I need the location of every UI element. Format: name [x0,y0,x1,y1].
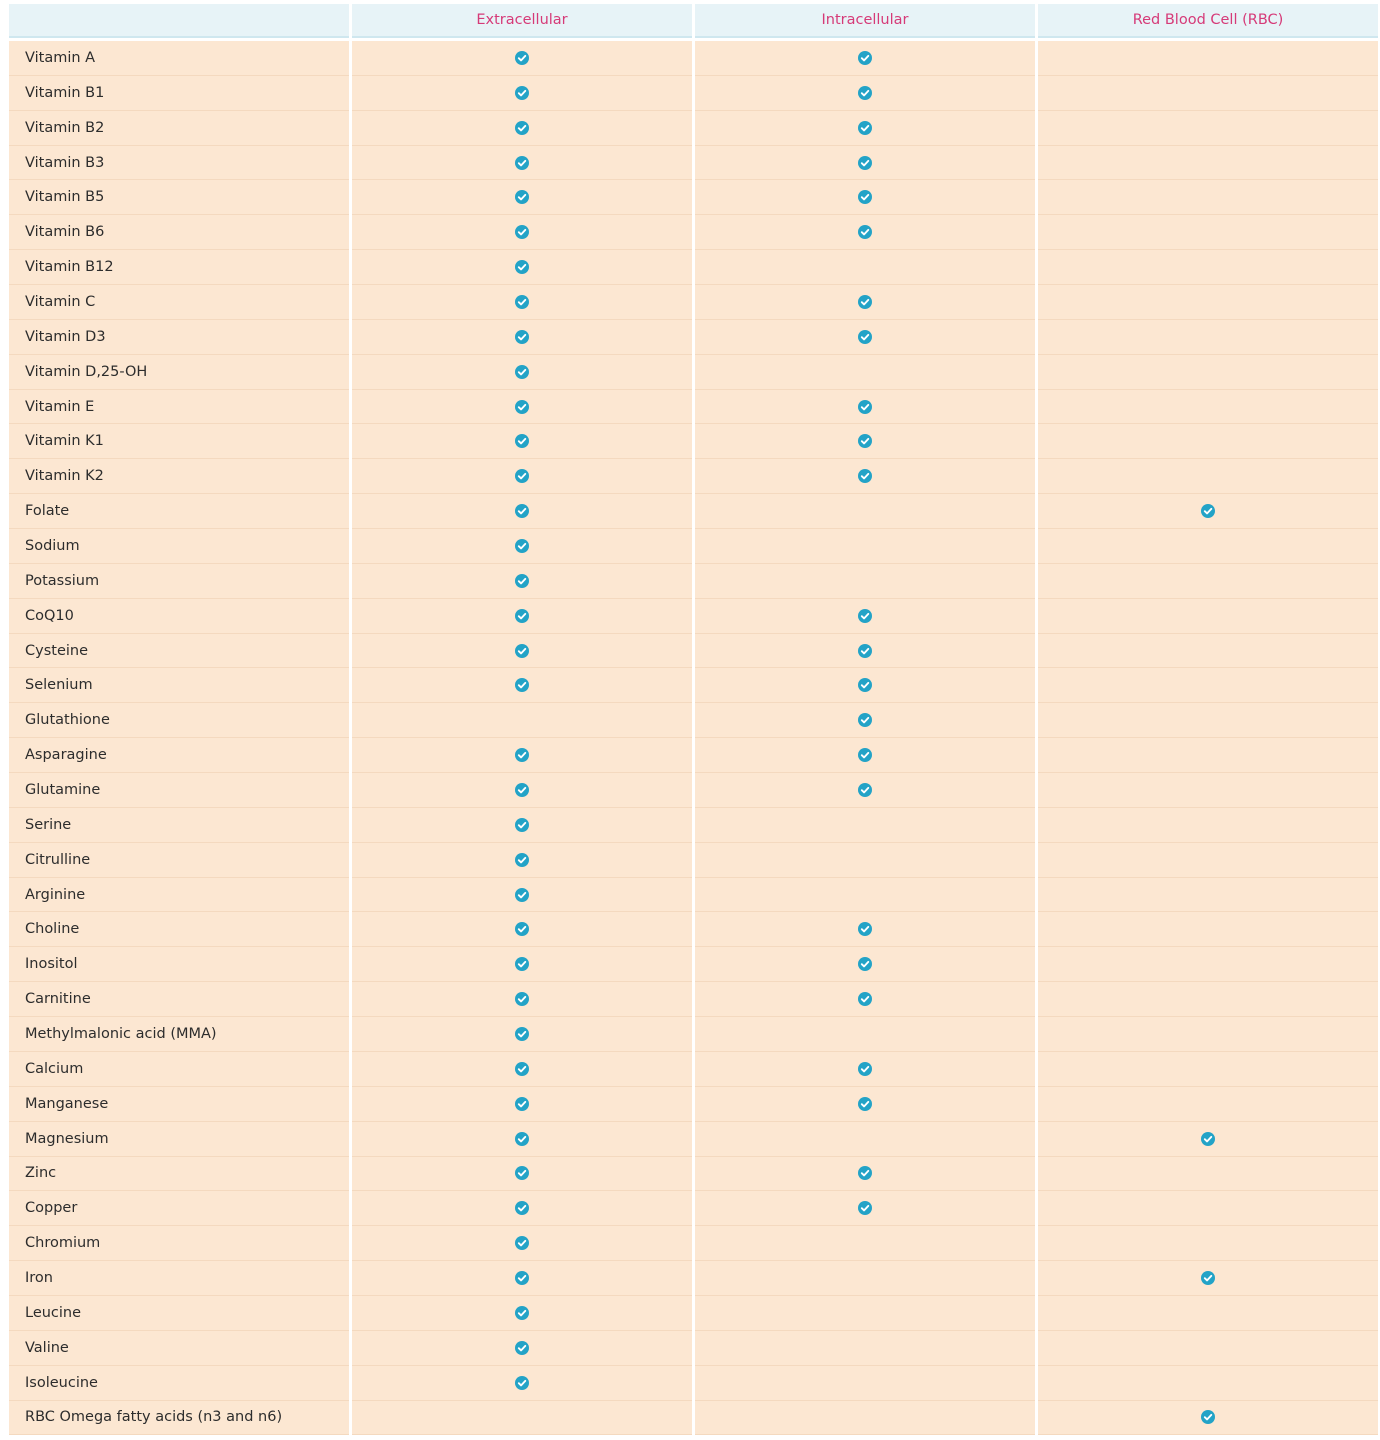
rbc-cell [1038,215,1378,250]
extracellular-cell [352,843,692,878]
check-circle-icon [515,1341,529,1355]
intracellular-cell [695,285,1035,320]
table-row [9,773,1378,808]
check-circle-icon [515,1201,529,1215]
check-circle-icon [858,783,872,797]
table-row [9,878,1378,913]
nutrient-name: Vitamin K2 [9,459,349,494]
rbc-cell [1038,494,1378,529]
table-row [9,529,1378,564]
check-circle-icon [858,51,872,65]
table-row [9,494,1378,529]
rbc-cell [1038,180,1378,215]
intracellular-cell [695,146,1035,181]
check-circle-icon [1201,1410,1215,1424]
check-circle-icon [515,156,529,170]
extracellular-cell [352,773,692,808]
nutrient-name: Vitamin B3 [9,146,349,181]
rbc-cell [1038,424,1378,459]
table-row [9,111,1378,146]
check-circle-icon [515,1236,529,1250]
nutrient-name: Folate [9,494,349,529]
check-circle-icon [515,1097,529,1111]
nutrient-name: Vitamin C [9,285,349,320]
intracellular-cell [695,494,1035,529]
check-circle-icon [515,365,529,379]
check-circle-icon [858,156,872,170]
table-row [9,180,1378,215]
extracellular-cell [352,808,692,843]
check-circle-icon [858,1201,872,1215]
intracellular-cell [695,355,1035,390]
rbc-cell [1038,634,1378,669]
nutrient-name: Glutamine [9,773,349,808]
extracellular-cell [352,1366,692,1401]
rbc-cell [1038,599,1378,634]
nutrient-name: Inositol [9,947,349,982]
rbc-cell [1038,982,1378,1017]
nutrient-name: Citrulline [9,843,349,878]
extracellular-cell [352,738,692,773]
rbc-cell [1038,738,1378,773]
check-circle-icon [858,469,872,483]
nutrient-name: Methylmalonic acid (MMA) [9,1017,349,1052]
rbc-cell [1038,912,1378,947]
rbc-cell [1038,529,1378,564]
check-circle-icon [858,1097,872,1111]
check-circle-icon [515,1306,529,1320]
check-circle-icon [1201,504,1215,518]
check-circle-icon [515,609,529,623]
nutrient-name: Vitamin E [9,390,349,425]
rbc-cell [1038,1226,1378,1261]
table-row [9,1157,1378,1192]
table-row [9,843,1378,878]
rbc-cell [1038,843,1378,878]
check-circle-icon [515,1132,529,1146]
check-circle-icon [515,121,529,135]
extracellular-cell [352,146,692,181]
check-circle-icon [858,644,872,658]
nutrient-name: Calcium [9,1052,349,1087]
table-row [9,1087,1378,1122]
check-circle-icon [515,1166,529,1180]
extracellular-cell [352,111,692,146]
nutrient-name: Vitamin B12 [9,250,349,285]
intracellular-cell [695,111,1035,146]
check-circle-icon [515,330,529,344]
extracellular-cell [352,215,692,250]
check-circle-icon [858,86,872,100]
check-circle-icon [515,1027,529,1041]
table-row [9,668,1378,703]
extracellular-cell [352,703,692,738]
extracellular-cell [352,1261,692,1296]
table-row [9,355,1378,390]
extracellular-cell [352,668,692,703]
intracellular-cell [695,1052,1035,1087]
table-row [9,215,1378,250]
extracellular-cell [352,459,692,494]
nutrient-name: Leucine [9,1296,349,1331]
check-circle-icon [858,713,872,727]
nutrient-name: Carnitine [9,982,349,1017]
table-row [9,599,1378,634]
rbc-cell [1038,1157,1378,1192]
intracellular-cell [695,808,1035,843]
rbc-cell [1038,878,1378,913]
check-circle-icon [858,190,872,204]
intracellular-cell [695,1087,1035,1122]
nutrient-name: Vitamin B2 [9,111,349,146]
extracellular-cell [352,1157,692,1192]
check-circle-icon [858,434,872,448]
intracellular-cell [695,773,1035,808]
check-circle-icon [515,644,529,658]
check-circle-icon [515,1271,529,1285]
nutrient-name: RBC Omega fatty acids (n3 and n6) [9,1401,349,1436]
intracellular-cell [695,703,1035,738]
check-circle-icon [515,504,529,518]
check-circle-icon [515,86,529,100]
extracellular-cell [352,1401,692,1436]
table-row [9,947,1378,982]
table-row [9,1366,1378,1401]
check-circle-icon [1201,1132,1215,1146]
check-circle-icon [858,609,872,623]
rbc-cell [1038,146,1378,181]
header-rbc: Red Blood Cell (RBC) [1038,4,1378,38]
rbc-cell [1038,111,1378,146]
rbc-cell [1038,1331,1378,1366]
nutrient-name: Serine [9,808,349,843]
intracellular-cell [695,180,1035,215]
extracellular-cell [352,320,692,355]
check-circle-icon [515,922,529,936]
nutrient-name: Manganese [9,1087,349,1122]
rbc-cell [1038,285,1378,320]
extracellular-cell [352,564,692,599]
intracellular-cell [695,250,1035,285]
rbc-cell [1038,1191,1378,1226]
extracellular-cell [352,424,692,459]
rbc-cell [1038,1052,1378,1087]
nutrient-name: CoQ10 [9,599,349,634]
table-row [9,703,1378,738]
check-circle-icon [515,260,529,274]
extracellular-cell [352,599,692,634]
check-circle-icon [858,678,872,692]
extracellular-cell [352,41,692,76]
rbc-cell [1038,355,1378,390]
intracellular-cell [695,41,1035,76]
table-row [9,424,1378,459]
nutrient-name: Chromium [9,1226,349,1261]
intracellular-cell [695,1226,1035,1261]
intracellular-cell [695,1366,1035,1401]
nutrient-name: Copper [9,1191,349,1226]
table-row [9,1331,1378,1366]
rbc-cell [1038,390,1378,425]
table-row [9,808,1378,843]
nutrient-name: Glutathione [9,703,349,738]
intracellular-cell [695,738,1035,773]
check-circle-icon [515,853,529,867]
check-circle-icon [515,469,529,483]
table-row [9,459,1378,494]
intracellular-cell [695,1017,1035,1052]
intracellular-cell [695,459,1035,494]
nutrient-name: Zinc [9,1157,349,1192]
check-circle-icon [515,539,529,553]
nutrient-name: Sodium [9,529,349,564]
extracellular-cell [352,355,692,390]
intracellular-cell [695,634,1035,669]
table-row [9,285,1378,320]
intracellular-cell [695,878,1035,913]
rbc-cell [1038,1296,1378,1331]
check-circle-icon [858,748,872,762]
extracellular-cell [352,529,692,564]
check-circle-icon [858,400,872,414]
table-header [9,4,1378,38]
intracellular-cell [695,1122,1035,1157]
intracellular-cell [695,668,1035,703]
extracellular-cell [352,180,692,215]
check-circle-icon [515,190,529,204]
check-circle-icon [858,957,872,971]
rbc-cell [1038,1401,1378,1436]
intracellular-cell [695,564,1035,599]
intracellular-cell [695,215,1035,250]
check-circle-icon [515,574,529,588]
check-circle-icon [515,434,529,448]
extracellular-cell [352,982,692,1017]
rbc-cell [1038,320,1378,355]
table-row [9,1122,1378,1157]
rbc-cell [1038,1261,1378,1296]
intracellular-cell [695,424,1035,459]
nutrient-name: Valine [9,1331,349,1366]
table-body [9,41,1378,1435]
nutrient-name: Vitamin B6 [9,215,349,250]
rbc-cell [1038,1017,1378,1052]
intracellular-cell [695,1261,1035,1296]
intracellular-cell [695,947,1035,982]
extracellular-cell [352,1296,692,1331]
nutrient-name: Choline [9,912,349,947]
header-extracellular: Extracellular [352,4,692,38]
table-row [9,1296,1378,1331]
rbc-cell [1038,668,1378,703]
nutrient-name: Vitamin D3 [9,320,349,355]
intracellular-cell [695,529,1035,564]
intracellular-cell [695,599,1035,634]
nutrient-name: Vitamin D,25-OH [9,355,349,390]
extracellular-cell [352,912,692,947]
extracellular-cell [352,76,692,111]
extracellular-cell [352,1191,692,1226]
rbc-cell [1038,564,1378,599]
table-row [9,1226,1378,1261]
intracellular-cell [695,320,1035,355]
intracellular-cell [695,1401,1035,1436]
table-row [9,1261,1378,1296]
check-circle-icon [858,330,872,344]
nutrient-name: Cysteine [9,634,349,669]
nutrient-name: Iron [9,1261,349,1296]
intracellular-cell [695,843,1035,878]
nutrient-name: Vitamin B1 [9,76,349,111]
extracellular-cell [352,1052,692,1087]
extracellular-cell [352,494,692,529]
header-cell-blank [9,4,349,38]
header-intracellular: Intracellular [695,4,1035,38]
rbc-cell [1038,947,1378,982]
check-circle-icon [515,400,529,414]
check-circle-icon [515,992,529,1006]
extracellular-cell [352,250,692,285]
table-row [9,982,1378,1017]
check-circle-icon [515,295,529,309]
rbc-cell [1038,459,1378,494]
table-row [9,634,1378,669]
check-circle-icon [1201,1271,1215,1285]
table-row [9,738,1378,773]
check-circle-icon [858,225,872,239]
check-circle-icon [858,992,872,1006]
nutrient-name: Vitamin K1 [9,424,349,459]
check-circle-icon [515,678,529,692]
rbc-cell [1038,41,1378,76]
intracellular-cell [695,1331,1035,1366]
nutrient-name: Vitamin B5 [9,180,349,215]
nutrient-name: Asparagine [9,738,349,773]
extracellular-cell [352,878,692,913]
table-row [9,390,1378,425]
extracellular-cell [352,1017,692,1052]
intracellular-cell [695,1296,1035,1331]
nutrient-name: Potassium [9,564,349,599]
table-row [9,564,1378,599]
table-row [9,1401,1378,1436]
extracellular-cell [352,285,692,320]
check-circle-icon [858,295,872,309]
table-row [9,320,1378,355]
check-circle-icon [858,922,872,936]
extracellular-cell [352,947,692,982]
check-circle-icon [515,748,529,762]
extracellular-cell [352,390,692,425]
table-row [9,146,1378,181]
nutrient-name: Magnesium [9,1122,349,1157]
check-circle-icon [515,1376,529,1390]
extracellular-cell [352,634,692,669]
table-row [9,41,1378,76]
extracellular-cell [352,1331,692,1366]
check-circle-icon [515,888,529,902]
intracellular-cell [695,912,1035,947]
check-circle-icon [858,1166,872,1180]
rbc-cell [1038,808,1378,843]
nutrient-name: Isoleucine [9,1366,349,1401]
table-row [9,1191,1378,1226]
table-row [9,250,1378,285]
check-circle-icon [515,818,529,832]
intracellular-cell [695,76,1035,111]
intracellular-cell [695,982,1035,1017]
rbc-cell [1038,1366,1378,1401]
check-circle-icon [858,1062,872,1076]
extracellular-cell [352,1226,692,1261]
intracellular-cell [695,1191,1035,1226]
rbc-cell [1038,1087,1378,1122]
check-circle-icon [515,1062,529,1076]
intracellular-cell [695,1157,1035,1192]
check-circle-icon [515,225,529,239]
table-row [9,1017,1378,1052]
rbc-cell [1038,703,1378,738]
rbc-cell [1038,76,1378,111]
check-circle-icon [515,957,529,971]
intracellular-cell [695,390,1035,425]
check-circle-icon [858,121,872,135]
rbc-cell [1038,250,1378,285]
check-circle-icon [515,783,529,797]
nutrient-name: Vitamin A [9,41,349,76]
check-circle-icon [515,51,529,65]
nutrient-name: Arginine [9,878,349,913]
table-row [9,76,1378,111]
table-row [9,1052,1378,1087]
rbc-cell [1038,773,1378,808]
extracellular-cell [352,1122,692,1157]
rbc-cell [1038,1122,1378,1157]
table-row [9,912,1378,947]
extracellular-cell [352,1087,692,1122]
nutrient-name: Selenium [9,668,349,703]
